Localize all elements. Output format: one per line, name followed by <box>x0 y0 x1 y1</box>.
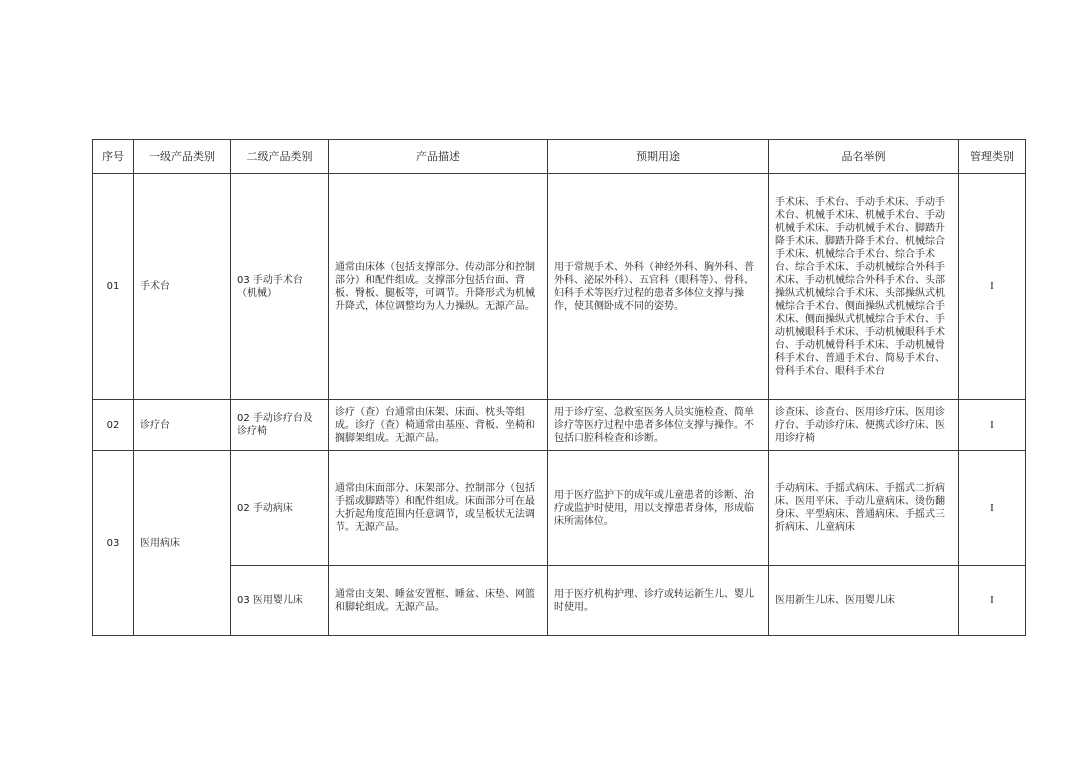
intended-use-cell: 用于医疗机构护理、诊疗或转运新生儿、婴儿时使用。 <box>548 566 769 636</box>
level1-category-cell: 诊疗台 <box>134 400 231 451</box>
management-class-cell: I <box>959 400 1026 451</box>
seq-cell: 02 <box>93 400 134 451</box>
seq-cell: 03 <box>93 451 134 636</box>
intended-use-cell: 用于诊疗室、急救室医务人员实施检查、简单诊疗等医疗过程中患者多体位支撑与操作。不包括口腔科检查和诊断。 <box>548 400 769 451</box>
header-level2-category: 二级产品类别 <box>231 140 329 174</box>
level2-category-cell: 02 手动诊疗台及诊疗椅 <box>231 400 329 451</box>
header-level1-category: 一级产品类别 <box>134 140 231 174</box>
table-row <box>93 451 1026 566</box>
header-seq: 序号 <box>93 140 134 174</box>
level2-category-cell: 03 手动手术台（机械） <box>231 174 329 400</box>
level1-category-cell: 医用病床 <box>134 451 231 636</box>
description-cell: 通常由床体（包括支撑部分、传动部分和控制部分）和配件组成。支撑部分包括台面、背板、臀板、腿板等，可调节。升降形式为机械升降式，体位调整均为人力操纵。无源产品。 <box>329 174 548 400</box>
examples-cell: 手术床、手术台、手动手术床、手动手术台、机械手术床、机械手术台、手动机械手术床、手动机械手术台、脚踏升降手术床、脚踏升降手术台、机械综合手术床、机械综合手术台、综合手术台、综合手术床、手动机械综合外科手术床、手动机械综合外科手术台、头部操纵式机械综合手术床、头部操纵式机械综合手术台、侧面操纵式机械综合手术床、侧面操纵式机械综合手术台、手动机械眼科手术床、手动机械眼科手术台、手动机械骨科手术床、手动机械骨科手术台、普通手术台、简易手术台、骨科手术台、眼科手术台 <box>769 174 959 400</box>
header-description: 产品描述 <box>329 140 548 174</box>
header-examples: 品名举例 <box>769 140 959 174</box>
header-intended-use: 预期用途 <box>548 140 769 174</box>
description-cell: 通常由床面部分、床架部分、控制部分（包括手摇或脚踏等）和配件组成。床面部分可在最大折起角度范围内任意调节，或呈板状无法调节。无源产品。 <box>329 451 548 566</box>
seq-cell: 01 <box>93 174 134 400</box>
management-class-cell: I <box>959 451 1026 566</box>
management-class-cell: I <box>959 566 1026 636</box>
product-classification-table <box>92 139 1026 636</box>
header-management-class: 管理类别 <box>959 140 1026 174</box>
description-cell: 诊疗（查）台通常由床架、床面、枕头等组成。诊疗（查）椅通常由基座、背板、坐椅和搁脚架组成。无源产品。 <box>329 400 548 451</box>
management-class-cell: I <box>959 174 1026 400</box>
intended-use-cell: 用于医疗监护下的成年或儿童患者的诊断、治疗或监护时使用，用以支撑患者身体，形成临床所需体位。 <box>548 451 769 566</box>
table-row <box>93 566 1026 636</box>
header-row <box>93 140 1026 174</box>
table-row <box>93 400 1026 451</box>
description-cell: 通常由支架、睡盆安置框、睡盆、床垫、网篮和脚轮组成。无源产品。 <box>329 566 548 636</box>
intended-use-cell: 用于常规手术、外科（神经外科、胸外科、普外科、泌尿外科）、五官科（眼科等）、骨科、妇科手术等医疗过程的患者多体位支撑与操作，使其侧卧成不同的姿势。 <box>548 174 769 400</box>
level2-category-cell: 03 医用婴儿床 <box>231 566 329 636</box>
examples-cell: 医用新生儿床、医用婴儿床 <box>769 566 959 636</box>
examples-cell: 诊查床、诊查台、医用诊疗床、医用诊疗台、手动诊疗床、便携式诊疗床、医用诊疗椅 <box>769 400 959 451</box>
level1-category-cell: 手术台 <box>134 174 231 400</box>
examples-cell: 手动病床、手摇式病床、手摇式二折病床、医用平床、手动儿童病床、烫伤翻身床、平型病床、普通病床、手摇式三折病床、儿童病床 <box>769 451 959 566</box>
level2-category-cell: 02 手动病床 <box>231 451 329 566</box>
table-row <box>93 174 1026 400</box>
